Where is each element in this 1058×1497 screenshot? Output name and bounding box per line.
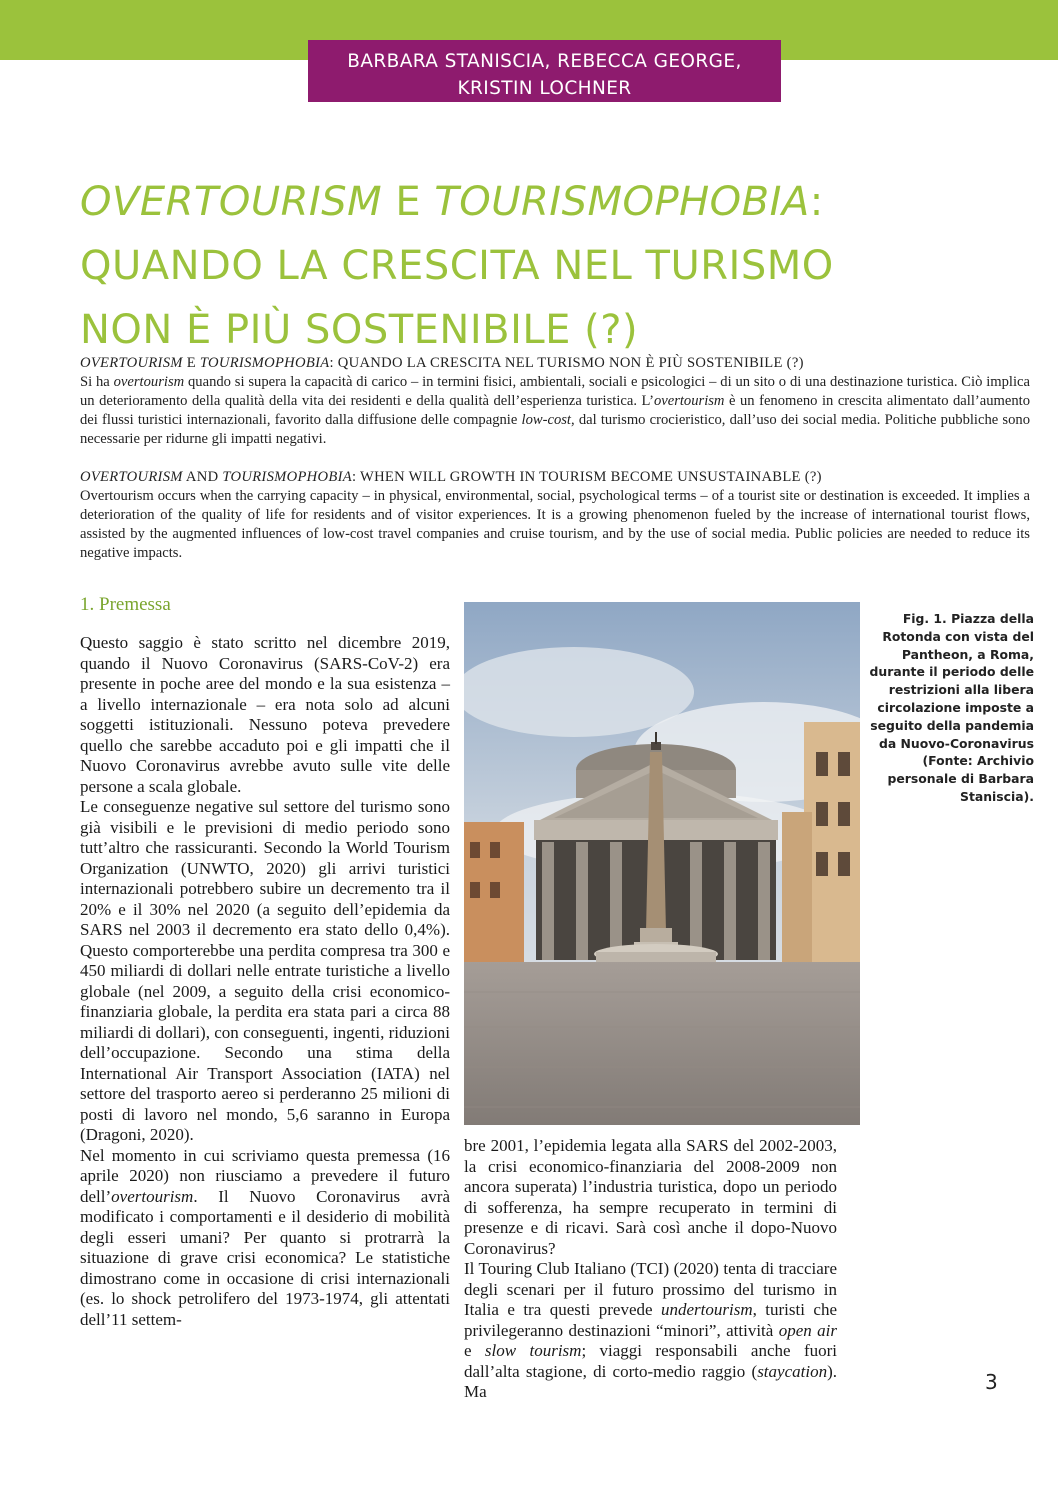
abstract-en-heading	[80, 468, 1030, 487]
title-line-2: QUANDO LA CRESCITA NEL TURISMO	[80, 243, 834, 289]
title-line-3: NON È PIÙ SOSTENIBILE (?)	[80, 307, 639, 353]
body-column-right	[464, 1136, 837, 1403]
abstract-it-heading-rest: : QUANDO LA CRESCITA NEL TURISMO NON È PIÙ SOSTENIBILE (?)	[329, 355, 804, 371]
title-term-2: TOURISMOPHOBIA	[434, 179, 810, 225]
page-number: 3	[985, 1370, 998, 1394]
title-conjunction: E	[382, 179, 435, 225]
abstract-it-conj: E	[182, 355, 200, 371]
title-colon: :	[809, 179, 824, 225]
abstract-english	[80, 468, 1030, 563]
abstract-it-term-1: OVERTOURISM	[80, 355, 183, 371]
abstract-it-term-2: TOURISMOPHOBIA	[199, 355, 330, 371]
section-title: 1. Premessa	[80, 594, 171, 615]
paragraph: Il Touring Club Italiano (TCI) (2020) tenta di tracciare degli scenari per il futuro prossimo del turismo in Italia e tra questi prevede undertourism, turisti che privilegeranno destinazioni “minori”, attività open air e slow tourism; viaggi responsabili anche fuori dall’alta stagione, di corto-medio raggio (staycation). Ma	[464, 1259, 837, 1401]
abstract-en-term-2: TOURISMOPHOBIA	[222, 469, 352, 485]
pantheon-photo	[464, 602, 860, 1125]
abstract-en-text: Overtourism occurs when the carrying capacity – in physical, environmental, social, psychological terms – of a tourist site or destination is exceeded. It implies a deterioration of the quality of life for residents and of visitor experiences. It is a growing phenomenon fueled by the increase of international tourist flows, assisted by the augmented influences of low-cost travel companies and cruise tourism, and by the use of social media. Public policies are needed to reduce its negative impacts.	[80, 488, 1030, 561]
abstract-it-text: Si ha overtourism quando si supera la capacità di carico – in termini fisici, ambientali, sociali e psicologici – di un sito o di una destinazione turistica. Ciò implica un deterioramento della qualità della vita dei residenti e della qualità dell’esperienza turistica. L’overtourism è un fenomeno in crescita alimentato dall’aumento dei flussi turistici internazionali, favorito dalla diffusione delle compagnie low-cost, dal turismo crocieristico, dall’uso dei social media. Politiche pubbliche sono necessarie per ridurne gli impatti negativi.	[80, 374, 1030, 447]
authors-line-1: BARBARA STANISCIA, REBECCA GEORGE,	[347, 51, 742, 72]
author-header	[308, 40, 781, 102]
paragraph: Le conseguenze negative sul settore del turismo sono già visibili e le previsioni di medio periodo sono tutt’altro che rassicuranti. Secondo la World Tourism Organization (UNWTO, 2020) gli arrivi turistici internazionali potrebbero subire un decremento tra il 20% e il 30% nel 2020 (a seguito dell’epidemia da SARS nel 2003 il decremento era stato dello 0,4%). Questo comporterebbe una perdita compresa tra 300 e 450 miliardi di dollari nelle entrate turistiche a livello globale (nel 2009, a seguito della crisi economico-finanziaria globale, la perdita era stata pari a circa 88 miliardi di dollari), con conseguenti, ingenti, riduzioni dell’occupazione. Secondo una stima della International Air Transport Association (IATA) nel settore del trasporto aereo si perderanno 25 milioni di posti di lavoro nel mondo, 5,6 saranno in Europa (Dragoni, 2020).	[80, 797, 450, 1144]
article-title	[80, 170, 1040, 362]
abstract-en-conj: AND	[182, 469, 223, 485]
paragraph: bre 2001, l’epidemia legata alla SARS del 2002-2003, la crisi economico-finanziaria del 2008-2009 non ancora superata) l’industria turistica, dopo un periodo di sofferenza, ha sempre recuperato in termini di presenze e di ricavi. Sarà così anche il dopo-Nuovo Coronavirus?	[464, 1136, 837, 1258]
body-column-left	[80, 633, 450, 1330]
abstract-en-heading-rest: : WHEN WILL GROWTH IN TOURISM BECOME UNSUSTAINABLE (?)	[351, 469, 822, 485]
title-term-1: OVERTOURISM	[80, 179, 383, 225]
abstract-en-term-1: OVERTOURISM	[80, 469, 183, 485]
abstract-italian	[80, 354, 1030, 449]
paragraph: Questo saggio è stato scritto nel dicembre 2019, quando il Nuovo Coronavirus (SARS-CoV-2) era presente in poche aree del mondo e la sua esistenza – a livello internazionale – era nota solo ad alcuni soggetti istituzionali. Nessuno poteva prevedere quello che sarebbe accaduto poi e gli impatti che il Nuovo Coronavirus avrebbe avuto sulle vite delle persone a scala globale.	[80, 633, 450, 796]
abstract-it-heading	[80, 354, 1030, 373]
figure-caption: Fig. 1. Piazza della Rotonda con vista del Pantheon, a Roma, durante il periodo delle restrizioni alla libera circolazione imposte a seguito della pandemia da Nuovo-Coronavirus (Fonte: Archivio personale di Barbara Staniscia).	[869, 611, 1034, 804]
authors-line-2: KRISTIN LOCHNER	[457, 78, 632, 99]
paragraph: Nel momento in cui scriviamo questa premessa (16 aprile 2020) non riusciamo a prevedere il futuro dell’overtourism. Il Nuovo Coronavirus avrà modificato i comportamenti e il desiderio di mobilità degli esseri umani? Per quanto si protrarrà la situazione di grave crisi economica? Le statistiche dimostrano come in occasione di crisi internazionali (es. lo shock petrolifero del 1973-1974, gli attentati dell’11 settem-	[80, 1145, 450, 1329]
